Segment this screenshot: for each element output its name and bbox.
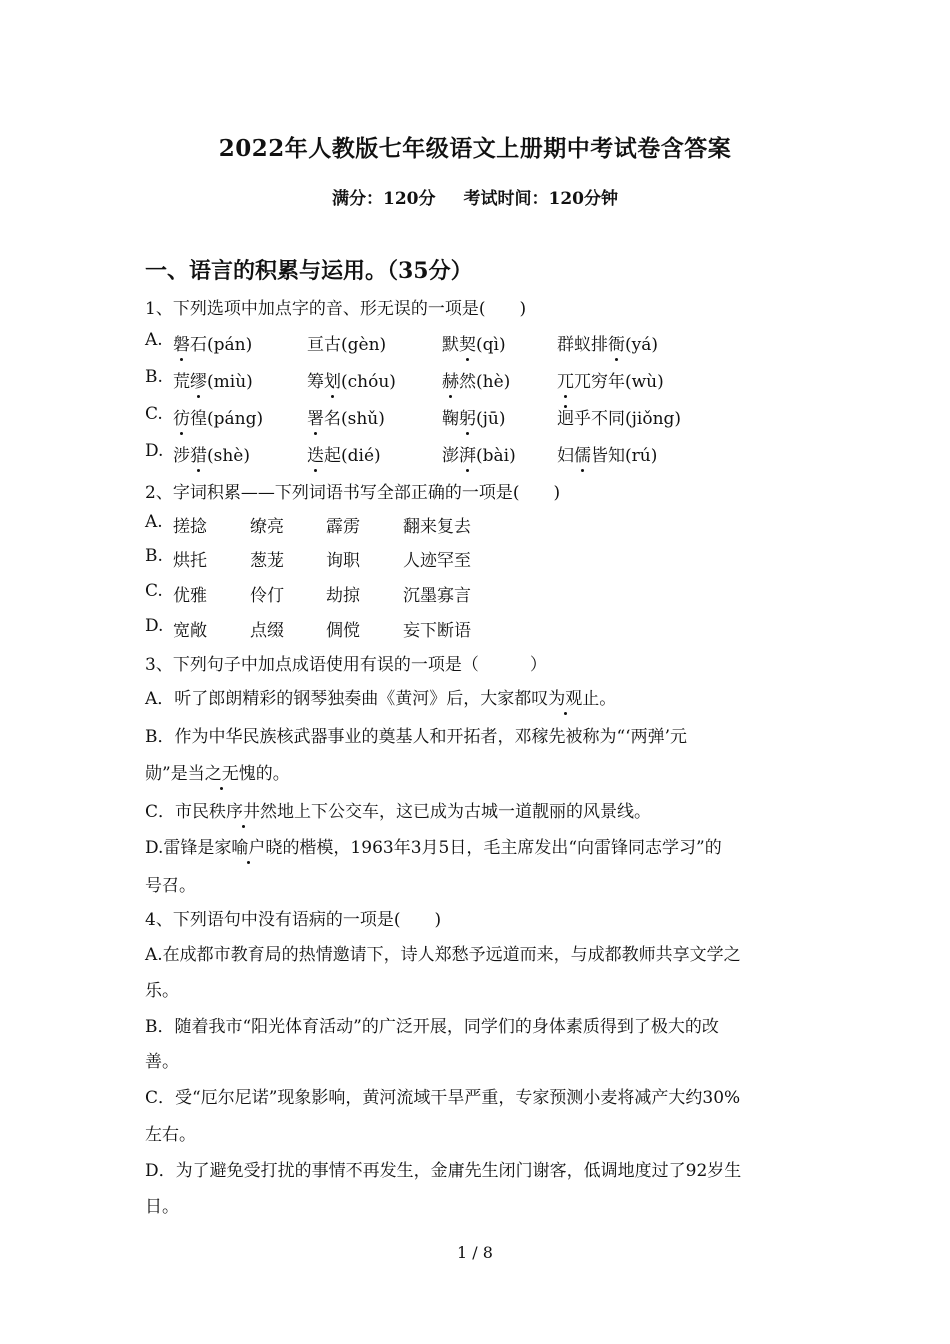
q4-option-a-line1: A.在成都市教育局的热情邀请下，诗人郑愁予远道而来，与成都教师共享文学之 [145,945,741,965]
q3-option-d-line2: 号召。 [145,876,196,896]
page-title: 2022年人教版七年级语文上册期中考试卷含答案 [218,135,732,162]
exam-page: 2022年人教版七年级语文上册期中考试卷含答案 满分：120分 考试时间：120分钟 一、语言的积累与运用。（35分） 1、下列选项中加点字的音、形无误的一项是( ) A. 磐石(pán) 亘古(gèn) 默契(qì) 群蚁排衙(yá) B. 荒缪(miù) 筹划(chóu) 赫然(hè) 兀兀穷年(wù) C. 彷徨(páng) 署名(shǔ) 鞠躬(jū) 迥乎不同(jiǒng) D. 涉猎(shè) 迭起(dié) 澎湃(bài) 妇儒皆知(rú) 2、字词积累——下列词语书写全部正确的一项是( ) A. 搓捻 缭亮 霹雳 翻来复去 B. 烘托 葱茏 询职 人迹罕至 C. 优雅 伶仃 劫掠 沉墨寡言 D. 宽敞 点缀 倜傥 妄下断语 3、下列句子中加点成语使用有误的一项是（ ） A．听了郎朗精彩的钢琴独奏曲《黄河》后，大家都叹为观止。 B．作为中华民族核武器事业的奠基人和开拓者，邓稼先被称为“‘两弹’元 勋”是当之无愧的。 C．市民秩序井然地上下公交车，这已成为古城一道靓丽的风景线。 D.雷锋是家喻户晓的楷模，1963年3月5日，毛主席发出“向雷锋同志学习”的 号召。 4、下列语句中没有语病的一项是( ) A.在成都市教育局的热情邀请下，诗人郑愁予远道而来，与成都教师共享文学之 乐。 B．随着我市“阳光体育活动”的广泛开展，同学们的身体素质得到了极大的改 善。 C．受“厄尔尼诺”现象影响，黄河流域干旱严重，专家预测小麦将减产大约30% 左右。 D．为了避免受打扰的事情不再发生，金庸先生闭门谢客，低调地度过了92岁生 日。 1 / 8 [0,0,950,1344]
q4-option-c-line1: C．受“厄尔尼诺”现象影响，黄河流域干旱严重，专家预测小麦将减产大约30% [145,1088,741,1108]
q3-option-a: A．听了郎朗精彩的钢琴独奏曲《黄河》后，大家都叹为观止。 [145,689,617,709]
q4-option-d-line2: 日。 [145,1197,179,1217]
q3-option-d-line1: D.雷锋是家喻户晓的楷模，1963年3月5日，毛主席发出“向雷锋同志学习”的 [145,838,722,858]
q4-option-b-line2: 善。 [145,1052,179,1072]
page-number: 1 / 8 [457,1243,493,1262]
q2-stem: 2、字词积累——下列词语书写全部正确的一项是( ) [145,483,561,503]
q1-stem: 1、下列选项中加点字的音、形无误的一项是( ) [145,299,527,319]
q4-option-a-line2: 乐。 [145,981,179,1001]
q4-option-b-line1: B．随着我市“阳光体育活动”的广泛开展，同学们的身体素质得到了极大的改 [145,1017,719,1037]
q4-option-d-line1: D．为了避免受打扰的事情不再发生，金庸先生闭门谢客，低调地度过了92岁生 [145,1161,742,1181]
exam-info [0,184,950,209]
full-score: 满分：120分 [332,189,436,209]
q3-option-b-line1: B．作为中华民族核武器事业的奠基人和开拓者，邓稼先被称为“‘两弹’元 [145,727,687,747]
q4-stem: 4、下列语句中没有语病的一项是( ) [145,910,442,930]
exam-time: 考试时间：120分钟 [463,189,618,209]
q3-stem: 3、下列句子中加点成语使用有误的一项是（ ） [145,655,547,675]
q4-option-c-line2: 左右。 [145,1125,196,1145]
q3-option-b-line2: 勋”是当之无愧的。 [145,764,290,784]
section-heading: 一、语言的积累与运用。（35分） [145,258,473,284]
q3-option-c: C．市民秩序井然地上下公交车，这已成为古城一道靓丽的风景线。 [145,802,652,822]
